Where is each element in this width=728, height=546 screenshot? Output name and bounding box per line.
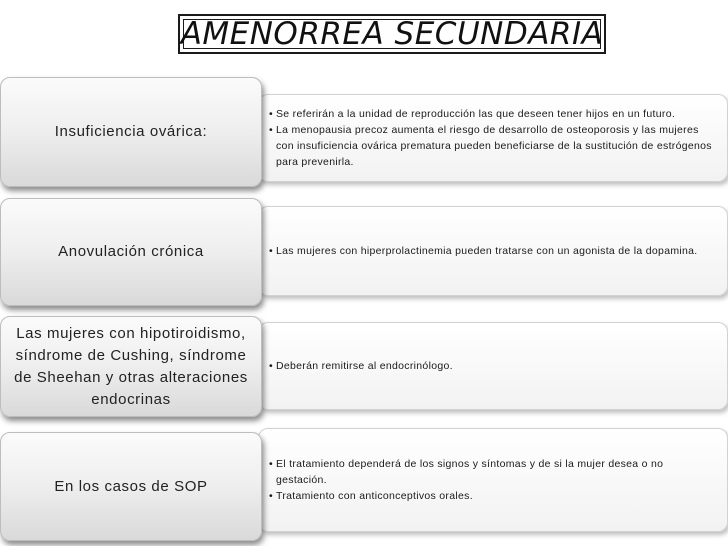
bullet-item: • Las mujeres con hiperprolactinemia pueden tratarse con un agonista de la dopamina. bbox=[269, 245, 698, 257]
label-insuficiencia-ovarica bbox=[0, 77, 262, 187]
bullet-text: Se referirán a la unidad de reproducción las que deseen tener hijos en un futuro. bbox=[276, 108, 676, 120]
bullet-text: El tratamiento dependerá de los signos y síntomas y de si la mujer desea o no gestación. bbox=[276, 458, 664, 486]
label-text: Las mujeres con hipotiroidismo, síndrome de Cushing, síndrome de Sheehan y otras alteraciones endocrinas bbox=[14, 324, 248, 408]
detail-box-sop bbox=[258, 428, 728, 532]
bullet-item: • Deberán remitirse al endocrinólogo. bbox=[269, 360, 453, 372]
bullet-text: Deberán remitirse al endocrinólogo. bbox=[276, 360, 453, 372]
bullet-text: Tratamiento con anticonceptivos orales. bbox=[276, 490, 473, 502]
bullet-item: • La menopausia precoz aumenta el riesgo de desarrollo de osteoporosis y las mujeres con insuficiencia ovárica prematura pueden beneficiarse de la sustitución de estrógenos para prevenirla. bbox=[269, 122, 717, 170]
label-text: Insuficiencia ovárica: bbox=[54, 123, 208, 140]
bullet-item: • Tratamiento con anticonceptivos orales. bbox=[269, 490, 473, 502]
label-alteraciones-endocrinas bbox=[0, 316, 262, 417]
detail-box-endocrinas bbox=[258, 322, 728, 410]
label-text: Anovulación crónica bbox=[58, 243, 204, 260]
title-box bbox=[178, 14, 606, 54]
bullet-item: • Se referirán a la unidad de reproducción las que deseen tener hijos en un futuro. bbox=[269, 108, 676, 120]
page-title: AMENORREA SECUNDARIA bbox=[180, 16, 604, 52]
bullet-item: • El tratamiento dependerá de los signos y síntomas y de si la mujer desea o no gestación. bbox=[269, 456, 717, 488]
bullet-text: La menopausia precoz aumenta el riesgo de desarrollo de osteoporosis y las mujeres con insuficiencia ovárica prematura pueden beneficiarse de la sustitución de estrógenos para prevenirla. bbox=[276, 124, 712, 168]
detail-box-anovulacion bbox=[258, 206, 728, 296]
detail-box-insuficiencia bbox=[258, 94, 728, 182]
label-casos-sop bbox=[0, 432, 262, 541]
label-text: En los casos de SOP bbox=[54, 477, 208, 495]
bullet-text: Las mujeres con hiperprolactinemia pueden tratarse con un agonista de la dopamina. bbox=[276, 245, 698, 257]
label-anovulacion-cronica bbox=[0, 198, 262, 306]
